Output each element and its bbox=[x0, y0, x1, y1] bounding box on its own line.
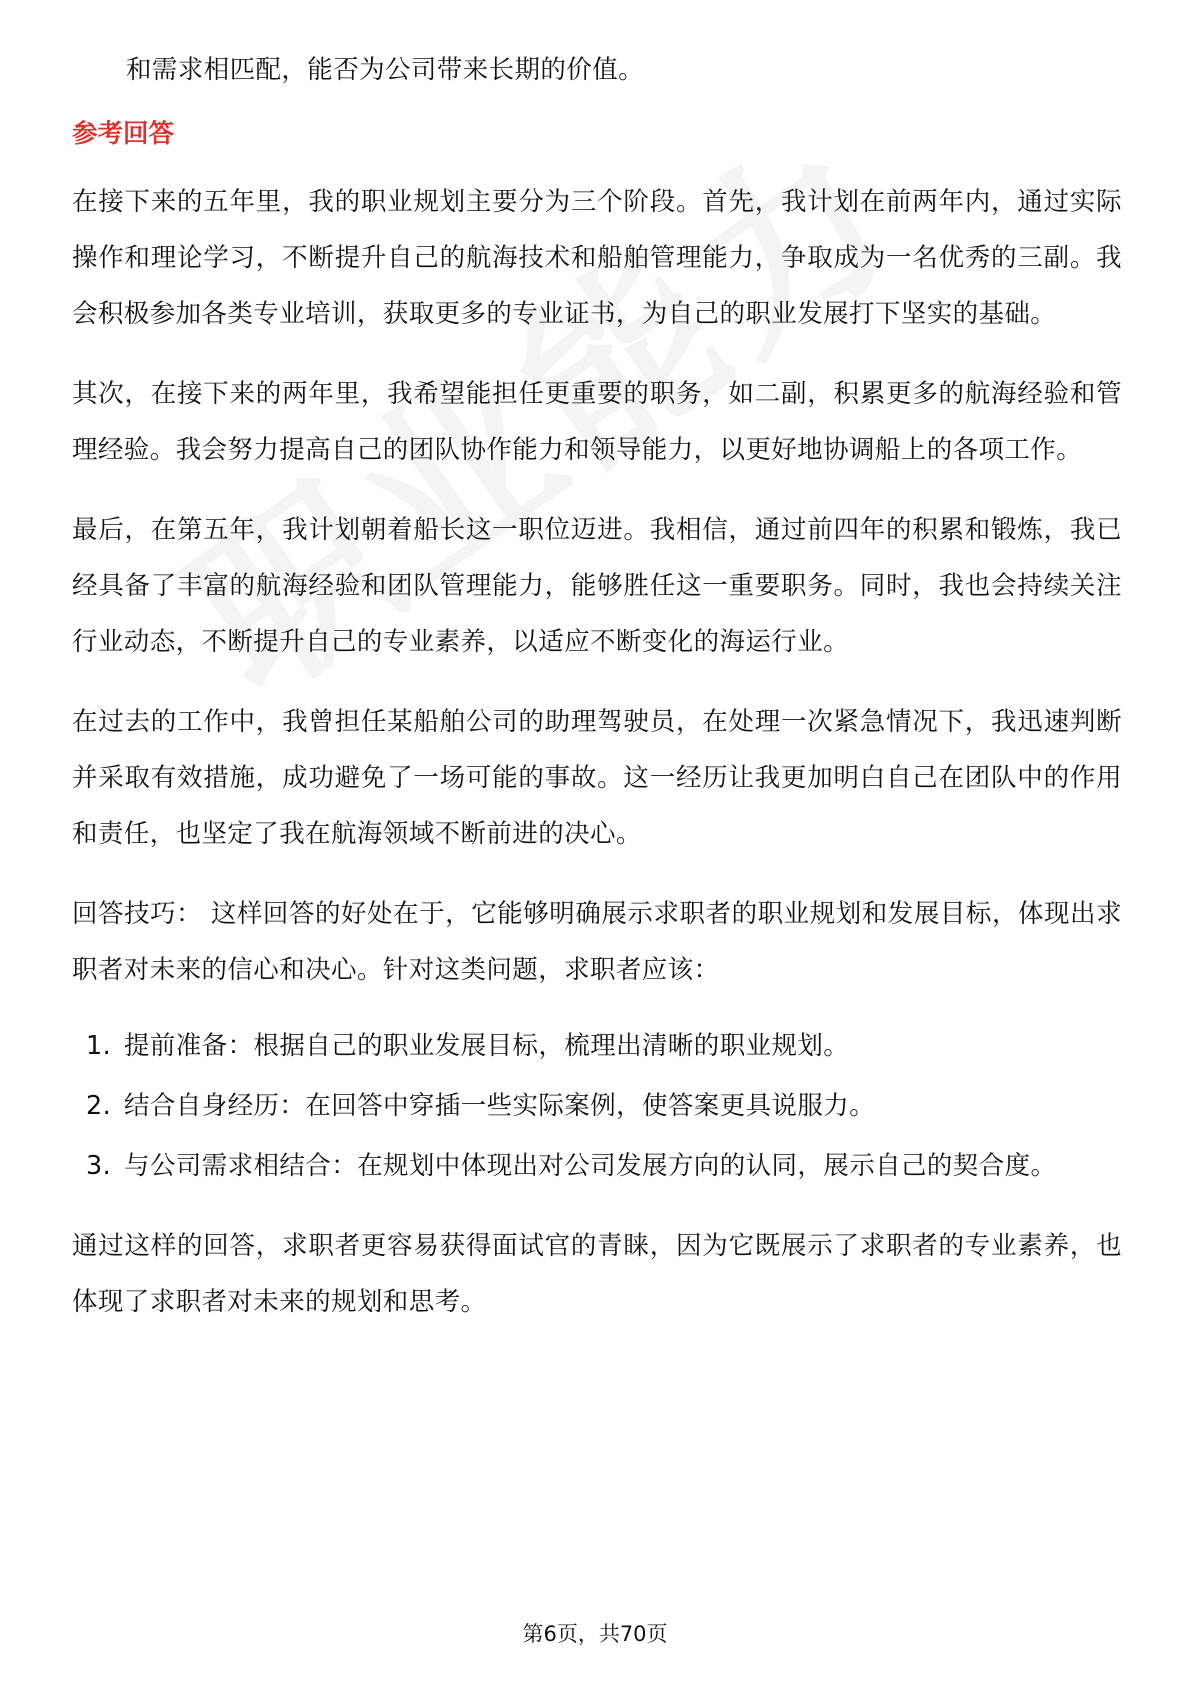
list-item-text: 提前准备：根据自己的职业发展目标，梳理出清晰的职业规划。 bbox=[124, 1031, 850, 1061]
list-item-text: 与公司需求相结合：在规划中体现出对公司发展方向的认同，展示自己的契合度。 bbox=[124, 1151, 1057, 1181]
page-content bbox=[72, 42, 1122, 1330]
section-heading: 参考回答 bbox=[72, 119, 175, 149]
answer-tips-intro: 回答技巧： 这样回答的好处在于，它能够明确展示求职者的职业规划和发展目标，体现出求职者对未来的信心和决心。针对这类问题，求职者应该： bbox=[72, 899, 1122, 985]
list-item bbox=[72, 1138, 1122, 1194]
page-number: 第6页，共70页 bbox=[522, 1622, 668, 1646]
paragraph-1: 在接下来的五年里，我的职业规划主要分为三个阶段。首先，我计划在前两年内，通过实际操作和理论学习，不断提升自己的航海技术和船舶管理能力，争取成为一名优秀的三副。我会积极参加各类专业培训，获取更多的专业证书，为自己的职业发展打下坚实的基础。 bbox=[72, 187, 1122, 329]
list-item-number: 1. bbox=[86, 1031, 112, 1061]
paragraph-2: 其次，在接下来的两年里，我希望能担任更重要的职务，如二副，积累更多的航海经验和管理经验。我会努力提高自己的团队协作能力和领导能力，以更好地协调船上的各项工作。 bbox=[72, 379, 1122, 465]
list-item-text: 结合自身经历：在回答中穿插一些实际案例，使答案更具说服力。 bbox=[124, 1091, 876, 1121]
list-item-number: 2. bbox=[86, 1091, 112, 1121]
paragraph-4: 在过去的工作中，我曾担任某船舶公司的助理驾驶员，在处理一次紧急情况下，我迅速判断并采取有效措施，成功避免了一场可能的事故。这一经历让我更加明白自己在团队中的作用和责任，也坚定了我在航海领域不断前进的决心。 bbox=[72, 707, 1122, 849]
intro-line: 和需求相匹配，能否为公司带来长期的价值。 bbox=[126, 55, 645, 85]
tips-list bbox=[72, 1018, 1122, 1194]
paragraph-3: 最后，在第五年，我计划朝着船长这一职位迈进。我相信，通过前四年的积累和锻炼，我已经具备了丰富的航海经验和团队管理能力，能够胜任这一重要职务。同时，我也会持续关注行业动态，不断提升自己的专业素养，以适应不断变化的海运行业。 bbox=[72, 515, 1122, 657]
list-item bbox=[72, 1078, 1122, 1134]
list-item bbox=[72, 1018, 1122, 1074]
closing-paragraph: 通过这样的回答，求职者更容易获得面试官的青睐，因为它既展示了求职者的专业素养，也体现了求职者对未来的规划和思考。 bbox=[72, 1231, 1122, 1317]
list-item-number: 3. bbox=[86, 1151, 112, 1181]
